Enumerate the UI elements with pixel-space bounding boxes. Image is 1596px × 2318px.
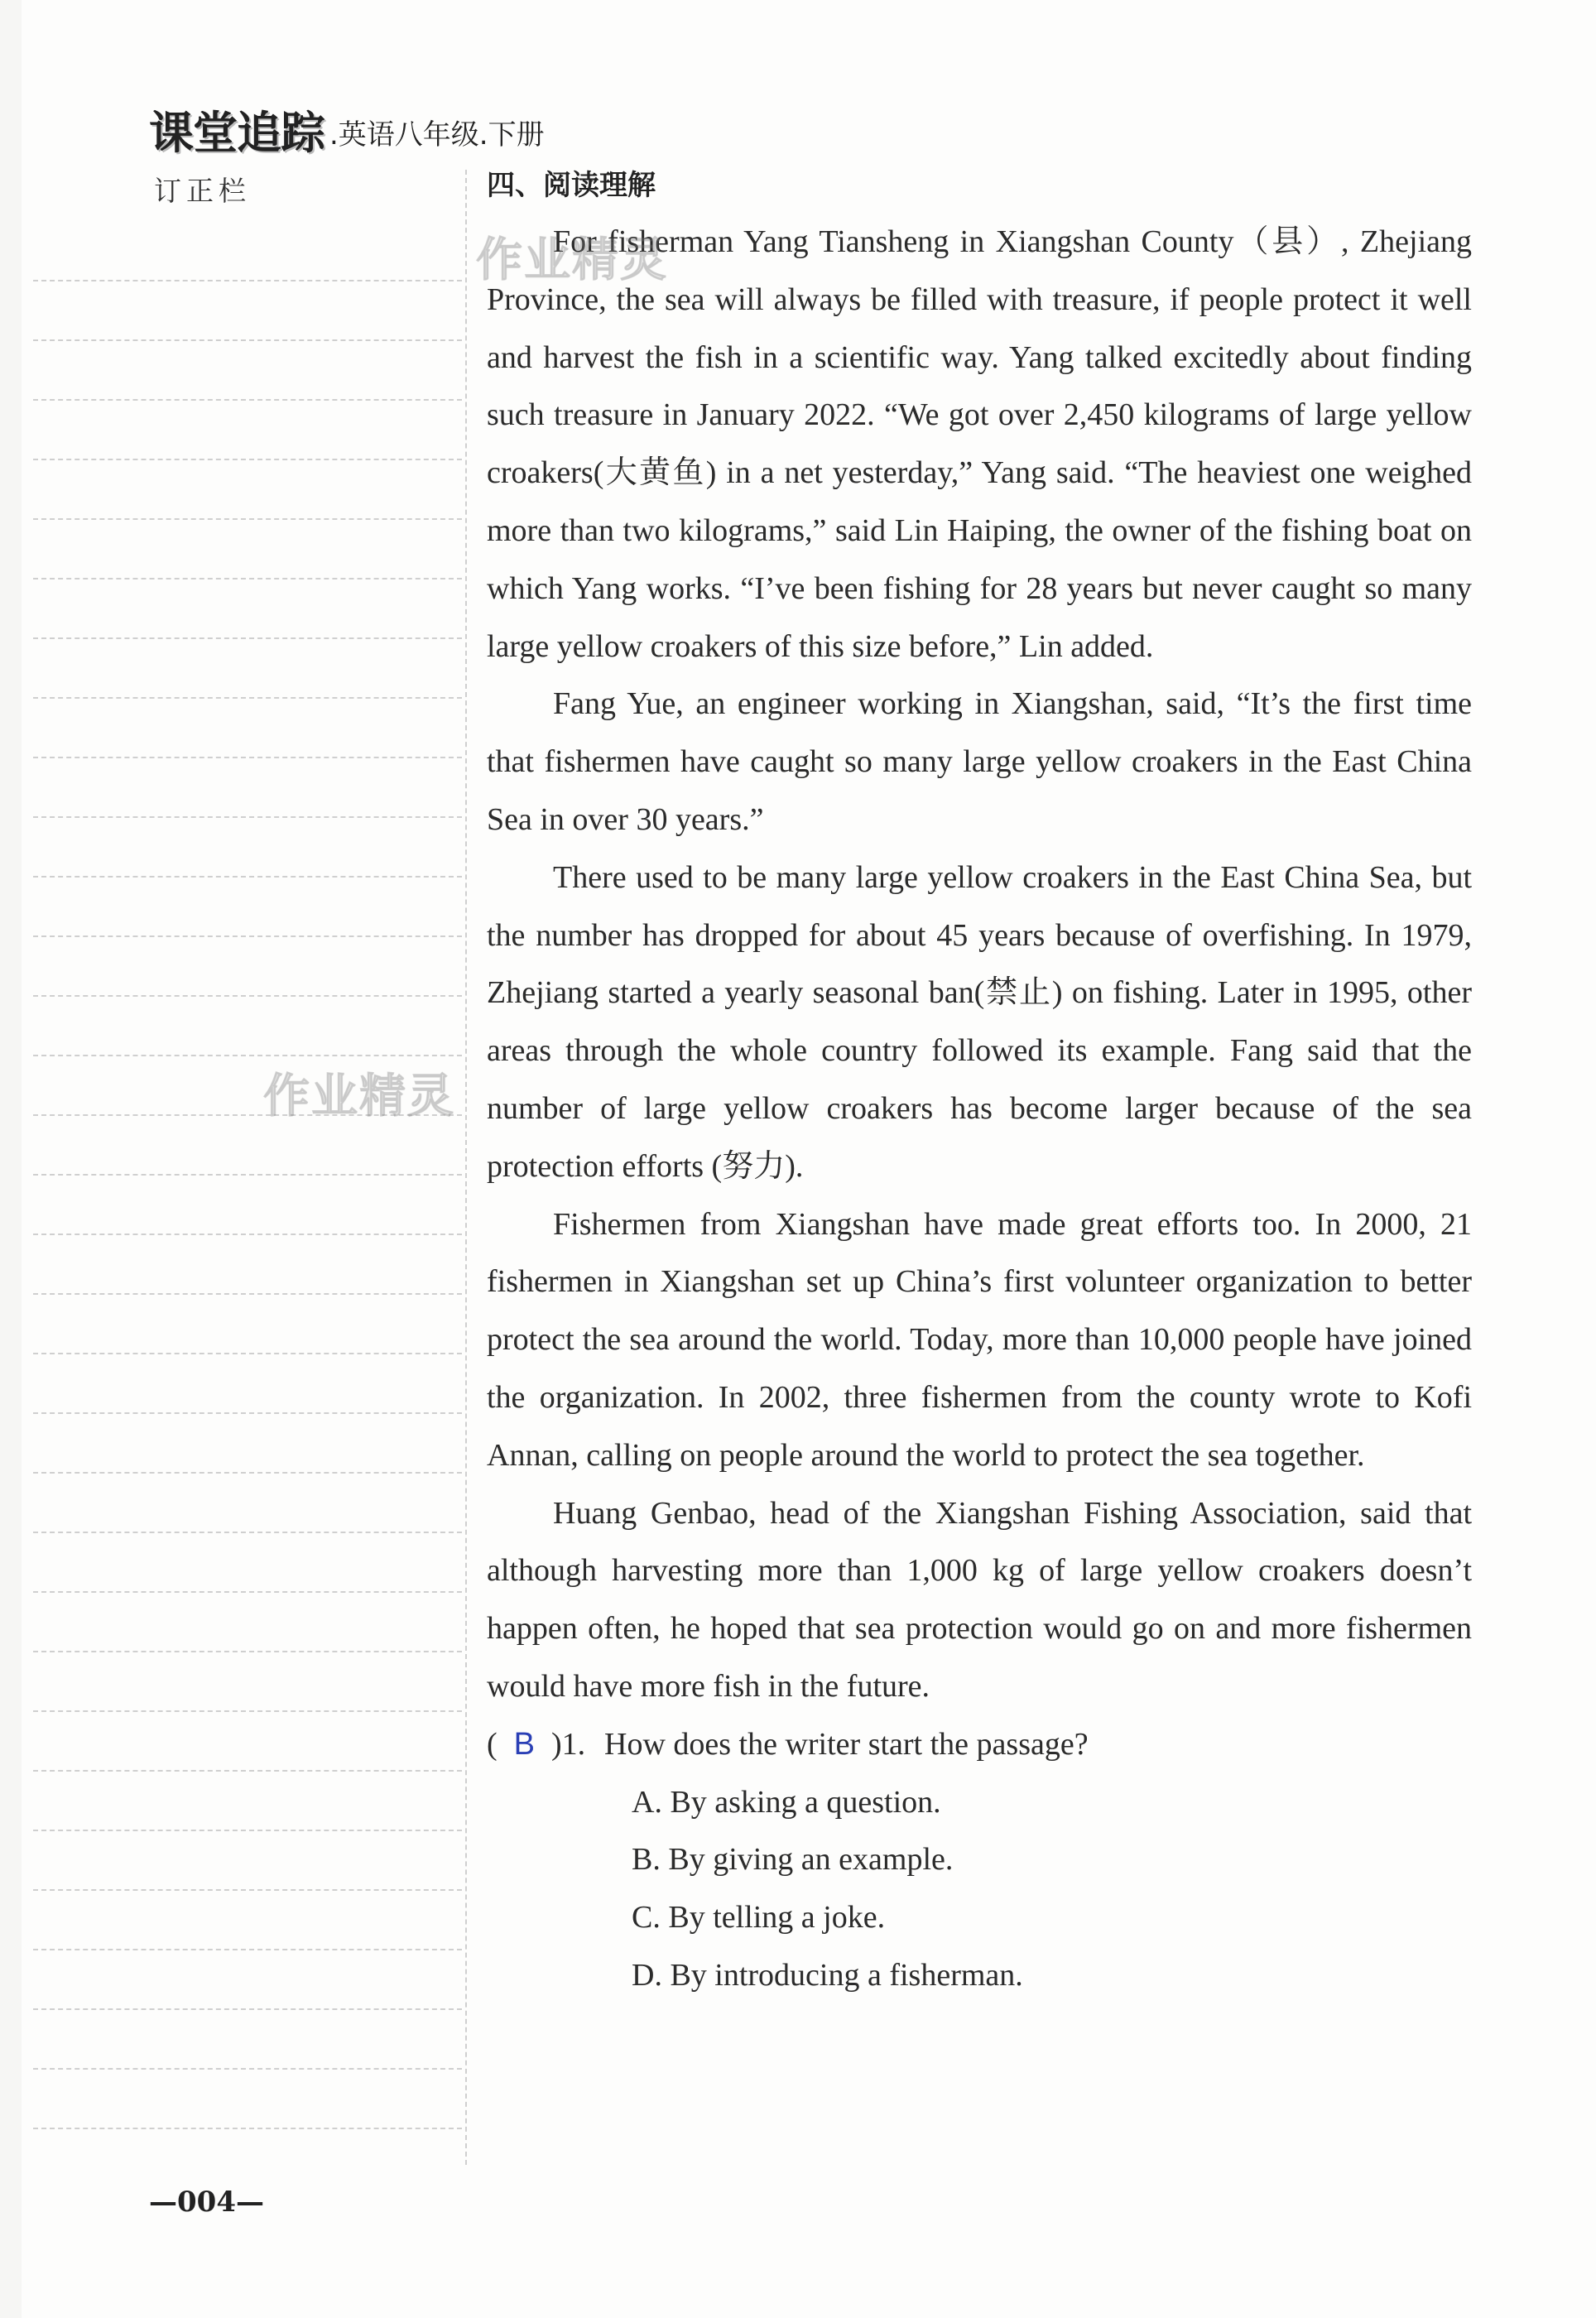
option-a: A. By asking a question. [632, 1784, 941, 1820]
answer-mark: B [513, 1726, 536, 1762]
option-b: B. By giving an example. [632, 1842, 954, 1878]
brand-logo: 课堂追踪 [149, 107, 324, 159]
question-text: How does the writer start the passage? [604, 1726, 1089, 1762]
correction-column-title: 订正栏 [154, 175, 251, 207]
correction-line [33, 1949, 462, 1950]
reading-section [487, 166, 1472, 2005]
page-header [149, 98, 545, 159]
passage-paragraph: For fisherman Yang Tiansheng in Xiangshan County（县）, Zhejiang Province, the sea will always be filled with treasure, if people protect it well and harvest the fish in a scientific way. Yang talked excitedly about finding such treasure in January 2022. “We got over 2,450 kilograms of large yellow croakers(大黄鱼) in a net yesterday,” Yang said. “The heaviest one weighed more than two kilograms,” said Lin Haiping, the owner of the fishing boat on which Yang works. “I’ve been fishing for 28 years but never caught so many large yellow croakers of this size before,” Lin added. [487, 224, 1472, 664]
correction-line [33, 876, 462, 878]
correction-line [33, 1651, 462, 1652]
watermark: 作业精灵 [476, 233, 668, 287]
correction-line [33, 1532, 462, 1533]
correction-line [33, 578, 462, 580]
correction-line [33, 1412, 462, 1414]
correction-line [33, 995, 462, 997]
correction-line [33, 459, 462, 460]
answer-bracket: ( B )1. [487, 1726, 586, 1762]
correction-line [33, 1830, 462, 1831]
passage-paragraph: Fishermen from Xiangshan have made great efforts too. In 2000, 21 fishermen in Xiangshan set up China’s first volunteer organization to better protect the sea around the world. Today, more than 10,000 people have joined the organization. In 2002, three fishermen from the county wrote to Kofi Annan, calling on people around the world to protect the sea together. [487, 1206, 1472, 1473]
correction-line [33, 697, 462, 699]
correction-line [33, 399, 462, 401]
correction-line [33, 1174, 462, 1176]
correction-line [33, 935, 462, 937]
correction-line [33, 2128, 462, 2129]
question-options [487, 1774, 1472, 2005]
correction-line [33, 1710, 462, 1712]
correction-line [33, 518, 462, 520]
book-subject: .英语八年级.下册 [329, 118, 545, 151]
passage-paragraph: There used to be many large yellow croakers in the East China Sea, but the number has dropped for about 45 years because of overfishing. In 1979, Zhejiang started a yearly seasonal ban(禁止) on fishing. Later in 1995, other areas through the whole country followed its example. Fang said that the number of large yellow croakers has become larger because of the sea protection efforts (努力). [487, 859, 1472, 1184]
section-title: 四、阅读理解 [487, 169, 656, 202]
passage-paragraph: Fang Yue, an engineer working in Xiangshan, said, “It’s the first time that fishermen have caught so many large yellow croakers in the East China Sea in over 30 years.” [487, 686, 1472, 837]
correction-line [33, 280, 462, 281]
correction-line [33, 1353, 462, 1354]
question-1 [487, 1716, 1472, 1774]
correction-line [33, 1591, 462, 1593]
correction-line [33, 1770, 462, 1772]
option-d: D. By introducing a fisherman. [632, 1957, 1023, 1993]
correction-line [33, 637, 462, 639]
correction-line [33, 816, 462, 818]
option-c: C. By telling a joke. [632, 1900, 886, 1936]
correction-line [33, 1889, 462, 1891]
correction-line [33, 1293, 462, 1295]
watermark: 作业精灵 [263, 1070, 455, 1123]
correction-line [33, 1472, 462, 1474]
correction-line [33, 1055, 462, 1056]
correction-line [33, 1234, 462, 1235]
column-divider [465, 170, 467, 2165]
page-number: —004— [149, 2186, 264, 2219]
correction-line [33, 2008, 462, 2010]
passage-paragraph: Huang Genbao, head of the Xiangshan Fishing Association, said that although harvesting more than 1,000 kg of large yellow croakers doesn’t happen often, he hoped that sea protection would go on and more fishermen would have more fish in the future. [487, 1495, 1472, 1704]
correction-line [33, 757, 462, 758]
correction-line [33, 2068, 462, 2070]
correction-line [33, 339, 462, 341]
